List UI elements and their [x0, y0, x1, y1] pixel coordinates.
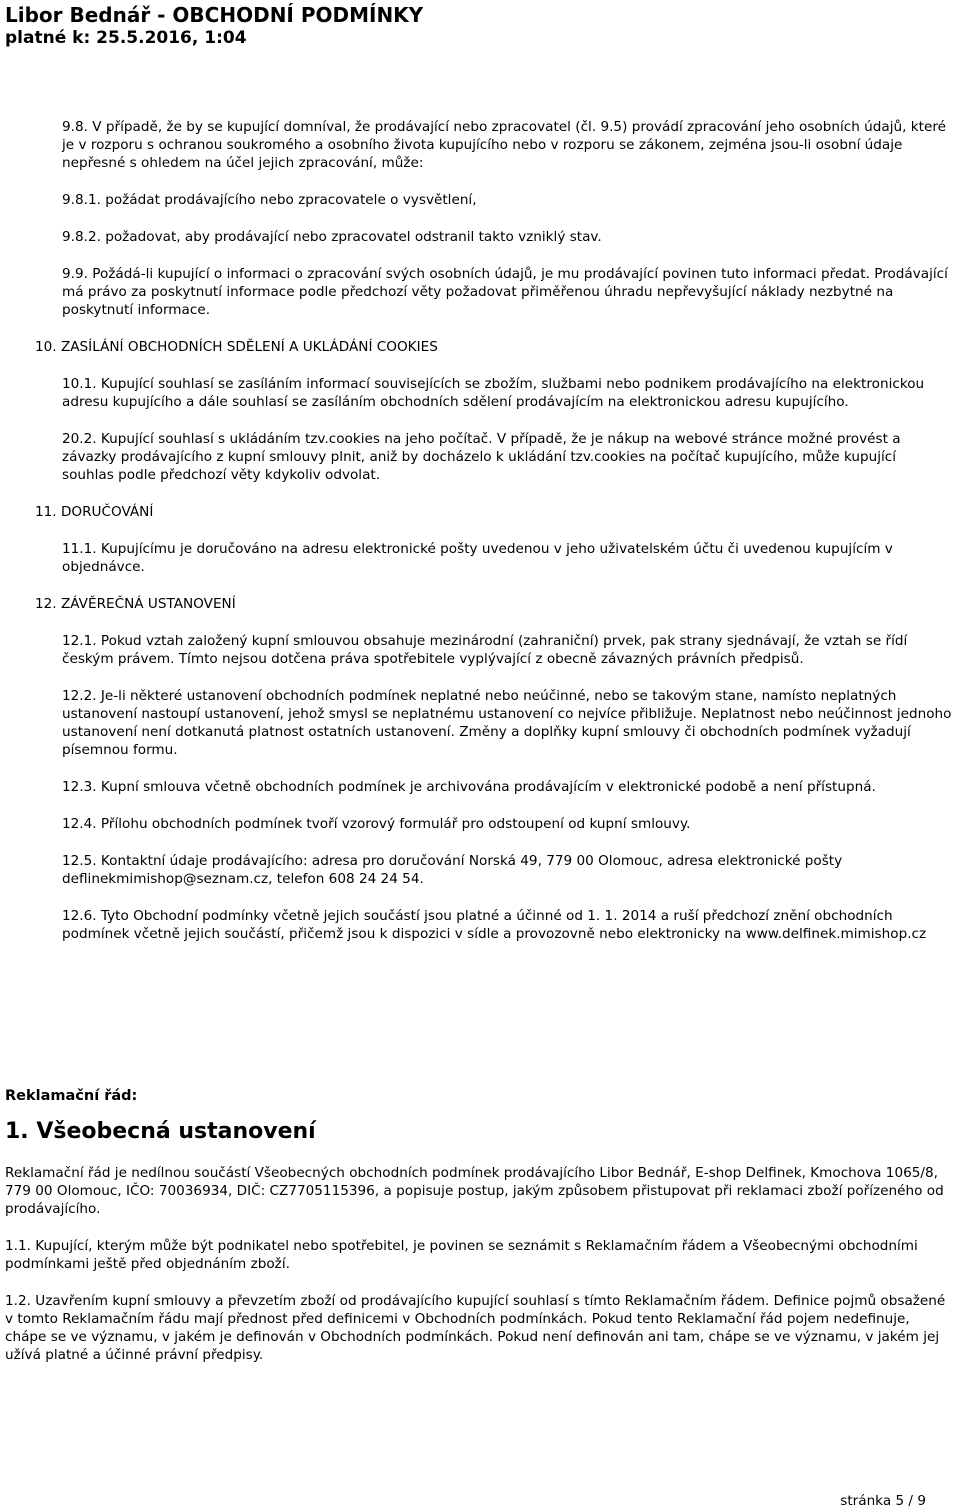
validity-date: platné k: 25.5.2016, 1:04 — [5, 28, 247, 48]
complaints-section — [5, 1086, 955, 1364]
paragraph-20-2: 20.2. Kupující souhlasí s ukládáním tzv.cookies na jeho počítač. V případě, že je nákup na webové stránce možné provést a závazky prodávajícího z kupní smlouvy plnit, aniž by docházelo k ukládání tzv.cookies na počítač kupujícího, může kupující souhlas podle předchozí věty kdykoliv odvolat. — [62, 431, 901, 483]
paragraph-12-4: 12.4. Přílohu obchodních podmínek tvoří vzorový formulář pro odstoupení od kupní smlouvy. — [62, 816, 691, 832]
paragraph-11-1: 11.1. Kupujícímu je doručováno na adresu elektronické pošty uvedenou v jeho uživatelském účtu či uvedenou kupujícím v objednávce. — [62, 541, 893, 575]
complaints-heading: Reklamační řád: — [5, 1088, 138, 1104]
paragraph-12-5: 12.5. Kontaktní údaje prodávajícího: adresa pro doručování Norská 49, 779 00 Olomouc, adresa elektronické pošty deflinekmimishop@seznam.cz, telefon 608 24 24 54. — [62, 853, 843, 887]
terms-content — [35, 118, 952, 943]
heading-section-10: 10. ZASÍLÁNÍ OBCHODNÍCH SDĚLENÍ A UKLÁDÁNÍ COOKIES — [35, 339, 438, 355]
paragraph-1-2: 1.2. Uzavřením kupní smlouvy a převzetím zboží od prodávajícího kupující souhlasí s tímto Reklamačním řádem. Definice pojmů obsažené v tomto Reklamačním řádu mají přednost před definicemi v Obchodních podmínkách. Pokud tento Reklamační řád pojem nedefinuje, chápe se ve významu, v jakém je definován v Obchodních podmínkách. Pokud není definován ani tam, chápe se ve významu, v jakém jej užívá platné a účinné právní předpisy. — [5, 1293, 946, 1363]
heading-section-12: 12. ZÁVĚREČNÁ USTANOVENÍ — [35, 596, 236, 612]
paragraph-9-9: 9.9. Požádá-li kupující o informaci o zpracování svých osobních údajů, je mu prodávající povinen tuto informaci předat. Prodávající má právo za poskytnutí informace podle předchozí věty požadovat přiměřenou úhradu nepřevyšující náklady nezbytné na poskytnutí informace. — [62, 266, 948, 318]
document-title: Libor Bednář - OBCHODNÍ PODMÍNKY — [5, 3, 424, 27]
paragraph-10-1: 10.1. Kupující souhlasí se zasíláním informací souvisejících se zbožím, službami nebo podnikem prodávajícího na elektronickou adresu kupujícího a dále souhlasí se zasíláním obchodních sdělení prodávajícím na elektronickou adresu kupujícího. — [62, 376, 925, 410]
page-header — [5, 3, 423, 49]
paragraph-12-2: 12.2. Je-li některé ustanovení obchodních podmínek neplatné nebo neúčinné, nebo se takovým stane, namísto neplatných ustanovení nastoupí ustanovení, jehož smysl se neplatnému ustanovení co nejvíce přibližuje. Neplatnost nebo neúčinnost jednoho ustanovení není dotkanutá platnost ostatních ustanovení. Změny a doplňky kupní smlouvy či obchodních podmínek vyžadují písemnou formu. — [62, 688, 952, 758]
paragraph-9-8-1: 9.8.1. požádat prodávajícího nebo zpracovatele o vysvětlení, — [62, 192, 477, 208]
paragraph-12-1: 12.1. Pokud vztah založený kupní smlouvou obsahuje mezinárodní (zahraniční) prvek, pak strany sjednávají, že vztah se řídí českým právem. Tímto nejsou dotčena práva spotřebitele vyplývající z obecně závazných právních předpisů. — [62, 633, 908, 667]
paragraph-9-8-2: 9.8.2. požadovat, aby prodávající nebo zpracovatel odstranil takto vzniklý stav. — [62, 229, 602, 245]
heading-section-11: 11. DORUČOVÁNÍ — [35, 504, 154, 520]
complaints-intro: Reklamační řád je nedílnou součástí Všeobecných obchodních podmínek prodávajícího Libor Bednář, E-shop Delfinek, Kmochova 1065/8, 779 00 Olomouc, IČO: 70036934, DIČ: CZ7705115396, a popisuje postup, jakým způsobem přistupovat při reklamaci zboží pořízeného od prodávajícího. — [5, 1165, 944, 1217]
paragraph-12-6: 12.6. Tyto Obchodní podmínky včetně jejich součástí jsou platné a účinné od 1. 1. 2014 a ruší předchozí znění obchodních podmínek včetně jejich součástí, přičemž jsou k dispozici v sídle a provozovně nebo elektronicky na www.delfinek.mimishop.cz — [62, 908, 927, 942]
paragraph-12-3: 12.3. Kupní smlouva včetně obchodních podmínek je archivována prodávajícím v elektronické podobě a není přístupná. — [62, 779, 876, 795]
paragraph-1-1: 1.1. Kupující, kterým může být podnikatel nebo spotřebitel, je povinen se seznámit s Reklamačním řádem a Všeobecnými obchodními podmínkami ještě před objednáním zboží. — [5, 1238, 918, 1272]
section-title: 1. Všeobecná ustanovení — [5, 1119, 316, 1144]
page-number: stránka 5 / 9 — [840, 1493, 926, 1509]
paragraph-9-8: 9.8. V případě, že by se kupující domníval, že prodávající nebo zpracovatel (čl. 9.5) provádí zpracování jeho osobních údajů, které je v rozporu s ochranou soukromého a osobního života kupujícího nebo v rozporu se zákonem, zejména jsou-li osobní údaje nepřesné s ohledem na účel jejich zpracování, může: — [62, 119, 946, 171]
